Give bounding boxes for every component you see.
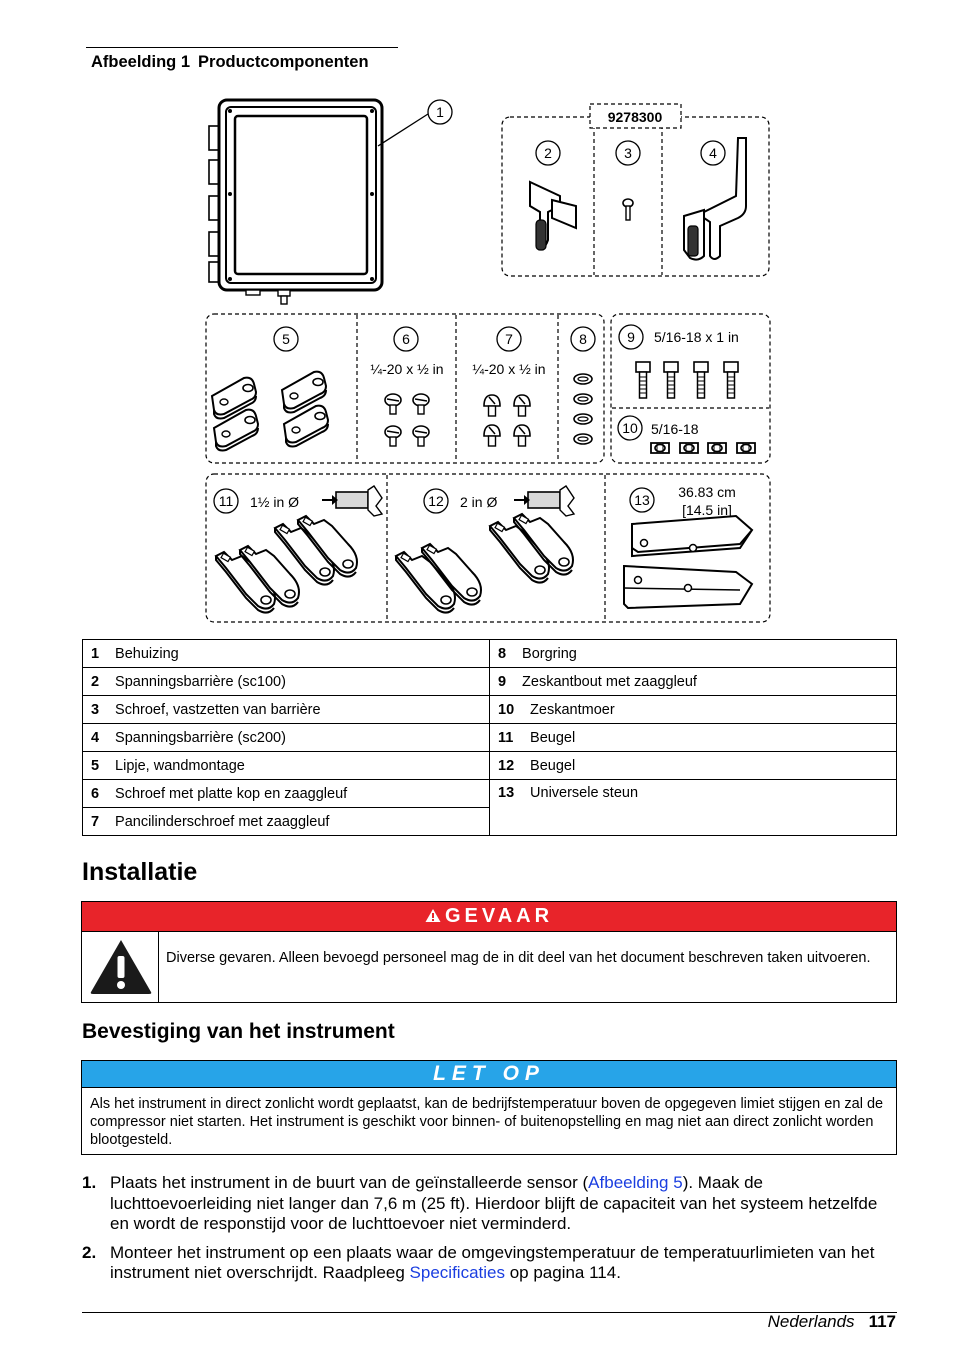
link-afbeelding-5[interactable]: Afbeelding 5 <box>588 1173 683 1192</box>
callout-13: 13 <box>634 492 650 508</box>
callout-9: 9 <box>627 329 635 345</box>
label-13-in: [14.5 in] <box>682 502 732 518</box>
figure-caption: Afbeelding 1 Productcomponenten <box>91 53 369 71</box>
product-components-figure <box>200 92 780 628</box>
callout-11: 11 <box>218 493 234 509</box>
table-cell: 4 Spanningsbarrière (sc200) <box>83 724 490 752</box>
footer-language: Nederlands <box>767 1312 855 1331</box>
label-10: 5/16-18 <box>651 421 699 437</box>
callout-1: 1 <box>436 104 444 120</box>
kit-number: 9278300 <box>607 109 663 125</box>
subsection-title: Bevestiging van het instrument <box>82 1020 395 1043</box>
link-specificaties[interactable]: Specificaties <box>409 1263 505 1282</box>
table-cell: 11 Beugel <box>490 724 897 752</box>
table-cell: 10 Zeskantmoer <box>490 696 897 724</box>
page-footer <box>768 1312 896 1332</box>
label-13-cm: 36.83 cm <box>678 484 736 500</box>
enclosure-drawing <box>204 100 774 310</box>
page-number: 117 <box>868 1312 896 1331</box>
label-9: 5/16-18 x 1 in <box>654 329 739 345</box>
table-row <box>83 724 897 752</box>
table-row <box>83 752 897 780</box>
table-row <box>83 780 897 808</box>
table-row <box>83 668 897 696</box>
table-cell: 5 Lipje, wandmontage <box>83 752 490 780</box>
callout-12: 12 <box>428 493 444 509</box>
table-row <box>83 696 897 724</box>
table-cell: 3 Schroef, vastzetten van barrière <box>83 696 490 724</box>
table-cell: 2 Spanningsbarrière (sc100) <box>83 668 490 696</box>
label-6: ¼-20 x ½ in <box>370 361 444 377</box>
figure-caption-rule <box>86 47 398 48</box>
table-cell: 8 Borgring <box>490 640 897 668</box>
table-cell: 1 Behuizing <box>83 640 490 668</box>
callout-6: 6 <box>402 331 410 347</box>
table-row <box>83 640 897 668</box>
danger-header: GEVAAR <box>82 902 896 932</box>
table-cell: 13 Universele steun <box>490 780 897 836</box>
warning-triangle-icon <box>425 908 441 923</box>
parts-table <box>82 639 897 836</box>
callout-4: 4 <box>709 145 717 161</box>
callout-2: 2 <box>544 145 552 161</box>
table-cell: 9 Zeskantbout met zaaggleuf <box>490 668 897 696</box>
callout-7: 7 <box>505 331 513 347</box>
warning-exclamation-icon <box>89 938 153 996</box>
danger-box <box>81 901 897 1003</box>
table-cell: 12 Beugel <box>490 752 897 780</box>
callout-5: 5 <box>282 331 290 347</box>
notice-header: LET OP <box>82 1061 896 1088</box>
list-item: 2. Monteer het instrument op een plaats waar de omgevingstemperatuur de temperatuurlimieten van het instrument niet overschrijdt. Raadpleeg Specificaties op pagina 114. <box>82 1242 875 1282</box>
callout-8: 8 <box>579 331 587 347</box>
danger-text: Diverse gevaren. Alleen bevoegd personeel mag de in dit deel van het document beschreven taken uitvoeren. <box>166 950 871 966</box>
callout-3: 3 <box>624 145 632 161</box>
notice-text: Als het instrument in direct zonlicht wordt geplaatst, kan de bedrijfstemperatuur boven de opgegeven limiet stijgen en zal de compressor niet starten. Het instrument is geschikt voor binnen- of buitenopstelling en mag niet aan direct zonlicht worden blootgesteld. <box>90 1096 884 1148</box>
label-11: 1½ in Ø <box>250 494 300 510</box>
label-7: ¼-20 x ½ in <box>472 361 546 377</box>
notice-box <box>81 1060 897 1155</box>
table-cell: 6 Schroef met platte kop en zaaggleuf <box>83 780 490 808</box>
table-cell: 7 Pancilinderschroef met zaaggleuf <box>83 808 490 836</box>
installation-steps <box>82 1173 882 1292</box>
danger-icon-cell <box>82 932 159 1002</box>
bracket-row <box>206 474 770 622</box>
callout-10: 10 <box>622 420 638 436</box>
label-12: 2 in Ø <box>460 494 498 510</box>
hardware-row <box>206 314 770 463</box>
section-title: Installatie <box>82 858 198 886</box>
barrier-kit <box>502 104 769 276</box>
list-item: 1. Plaats het instrument in de buurt van de geïnstalleerde sensor (Afbeelding 5). Maak de luchttoevoerleiding niet langer dan 7,6 m (25 ft). Hierdoor blijft de capaciteit van het systeem hetzelfde en wordt de responstijd voor de luchttoevoer niet verminderd. <box>82 1173 878 1233</box>
